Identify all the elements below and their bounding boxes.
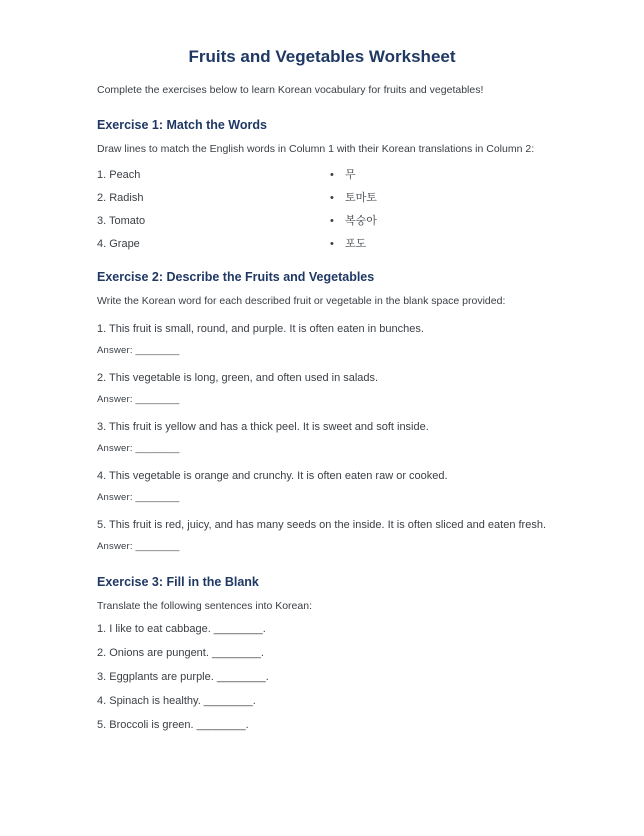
bullet-icon: [330, 237, 345, 251]
answer-blank: Answer: ________: [97, 443, 180, 454]
match-korean-word: 복숭아: [345, 214, 377, 227]
exercise-2-section: [97, 269, 547, 553]
match-korean-option: [330, 237, 366, 251]
fill-in-blank-item: 5. Broccoli is green. ________.: [97, 719, 249, 731]
exercise-2-heading: Exercise 2: Describe the Fruits and Vegetables: [97, 270, 375, 284]
fill-in-blank-list: [97, 621, 547, 733]
exercise-1-heading: Exercise 1: Match the Words: [97, 118, 267, 132]
page-title: Fruits and Vegetables Worksheet: [188, 47, 456, 66]
exercise-1-instructions: Draw lines to match the English words in Column 1 with their Korean translations in Column 2:: [97, 143, 535, 155]
match-korean-word: 토마토: [345, 191, 377, 204]
bullet-icon: [330, 214, 345, 228]
exercise-1-section: [97, 117, 547, 251]
answer-blank: Answer: ________: [97, 492, 180, 503]
answer-blank: Answer: ________: [97, 541, 180, 552]
intro-text: Complete the exercises below to learn Korean vocabulary for fruits and vegetables!: [97, 84, 484, 96]
answer-blank: Answer: ________: [97, 394, 180, 405]
describe-question: 4. This vegetable is orange and crunchy. It is often eaten raw or cooked.: [97, 470, 448, 482]
fill-in-blank-item: 1. I like to eat cabbage. ________.: [97, 623, 266, 635]
exercise-3-instructions: Translate the following sentences into Korean:: [97, 600, 312, 612]
answer-blank: Answer: ________: [97, 345, 180, 356]
match-english-word: 2. Radish: [97, 192, 144, 204]
fill-in-blank-item: 2. Onions are pungent. ________.: [97, 647, 264, 659]
match-english-word: 4. Grape: [97, 238, 140, 250]
match-english-word: 3. Tomato: [97, 215, 146, 227]
exercise-2-instructions: Write the Korean word for each described fruit or vegetable in the blank space provided:: [97, 295, 506, 307]
describe-question: 2. This vegetable is long, green, and often used in salads.: [97, 372, 379, 384]
fill-in-blank-item: 4. Spinach is healthy. ________.: [97, 695, 256, 707]
bullet-icon: [330, 191, 345, 205]
match-korean-option: [330, 168, 356, 182]
bullet-icon: [330, 168, 345, 182]
describe-question: 1. This fruit is small, round, and purple. It is often eaten in bunches.: [97, 323, 424, 335]
match-korean-word: 포도: [345, 237, 367, 250]
match-row: [97, 237, 547, 251]
match-english-word: 1. Peach: [97, 169, 141, 181]
match-row: [97, 168, 547, 182]
exercise-3-section: [97, 574, 547, 733]
match-row: [97, 191, 547, 205]
match-row: [97, 214, 547, 228]
describe-question: 5. This fruit is red, juicy, and has many seeds on the inside. It is often sliced and eaten fresh.: [97, 519, 547, 531]
match-list: [97, 168, 547, 251]
exercise-3-heading: Exercise 3: Fill in the Blank: [97, 575, 259, 589]
match-korean-option: [330, 214, 377, 228]
match-korean-word: 무: [345, 168, 356, 181]
fill-in-blank-item: 3. Eggplants are purple. ________.: [97, 671, 269, 683]
describe-question: 3. This fruit is yellow and has a thick peel. It is sweet and soft inside.: [97, 421, 429, 433]
match-korean-option: [330, 191, 377, 205]
